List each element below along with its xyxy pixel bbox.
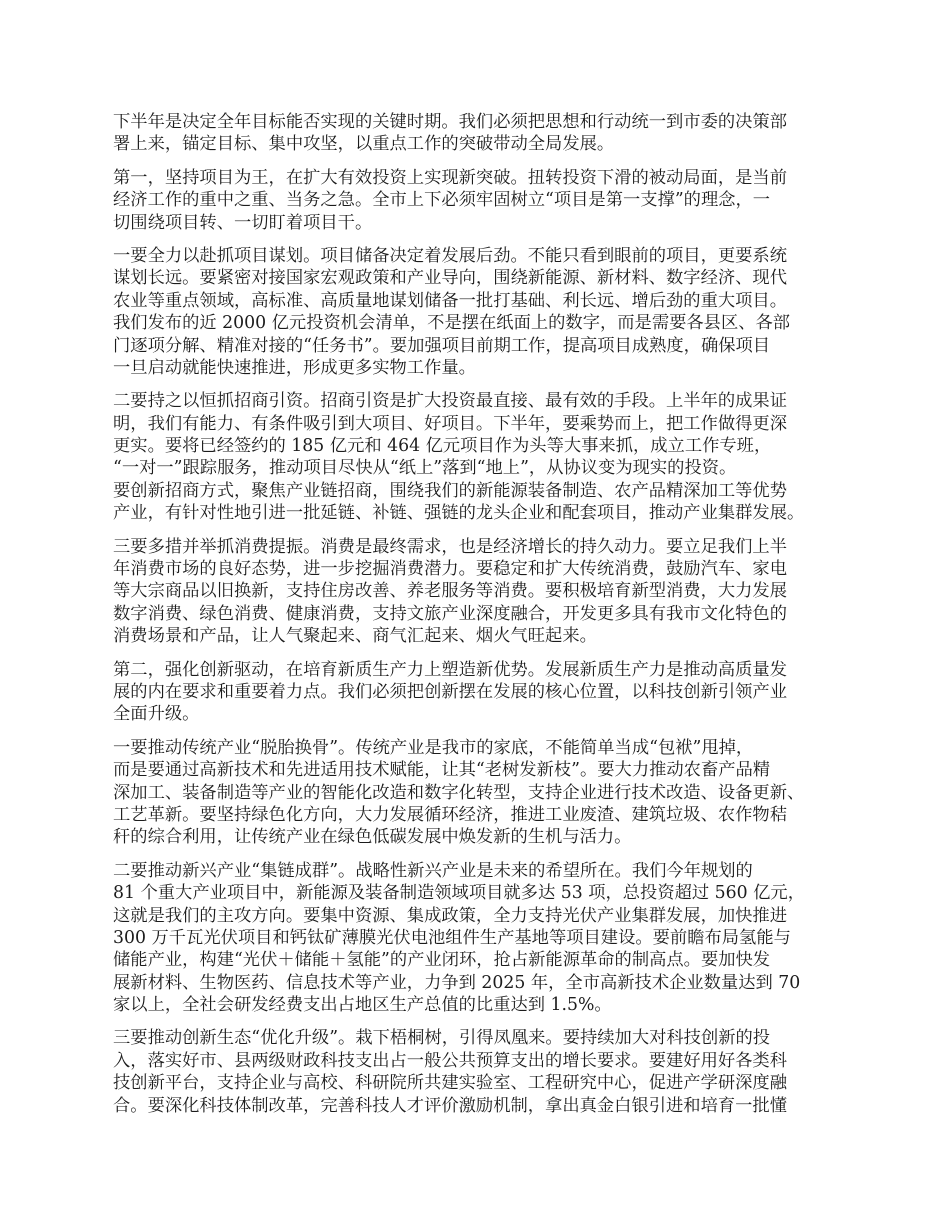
text-line: 这就是我们的主攻方向。要集中资源、集成政策，全力支持光伏产业集群发展，加快推进: [113, 905, 787, 926]
paragraph: [113, 659, 858, 726]
text-line: 三要推动创新生态“优化升级”。栽下梧桐树，引得凤凰来。要持续加大对科技创新的投: [113, 1028, 771, 1049]
text-line: 一旦启动就能快速推进，形成更多实物工作量。: [113, 357, 476, 378]
text-line: 展的内在要求和重要着力点。我们必须把创新摆在发展的核心位置，以科技创新引领产业: [113, 681, 787, 702]
text-line: 更实。要将已经签约的 185 亿元和 464 亿元项目作为头等大事来抓，成立工作专班，: [113, 436, 772, 457]
text-line: 署上来，锚定目标、集中攻坚，以重点工作的突破带动全局发展。: [113, 134, 615, 155]
text-line: 第二，强化创新驱动，在培育新质生产力上塑造新优势。发展新质生产力是推动高质量发: [113, 659, 787, 680]
text-line: 农业等重点领域，高标准、高质量地谋划储备一批打基础、利长远、增后劲的重大项目。: [113, 290, 787, 311]
paragraph: [113, 167, 858, 234]
text-line: 消费场景和产品，让人气聚起来、商气汇起来、烟火气旺起来。: [113, 626, 597, 647]
document-body: [113, 111, 858, 1128]
text-line: 切围绕项目转、一切盯着项目干。: [113, 212, 373, 233]
text-line: 储能产业，构建“光伏＋储能＋氢能”的产业闭环，抢占新能源革命的制高点。要加快发: [113, 950, 771, 971]
paragraph: [113, 1027, 858, 1117]
text-line: 二要推动新兴产业“集链成群”。战略性新兴产业是未来的希望所在。我们今年规划的: [113, 860, 753, 881]
text-line: 数字消费、绿色消费、健康消费，支持文旅产业深度融合，开发更多具有我市文化特色的: [113, 603, 787, 624]
text-line: 谋划长远。要紧密对接国家宏观政策和产业导向，围绕新能源、新材料、数字经济、现代: [113, 268, 787, 289]
paragraph: [113, 860, 858, 1017]
text-line: 产业，有针对性地引进一批延链、补链、强链的龙头企业和配套项目，推动产业集群发展。: [113, 503, 805, 524]
text-line: 门逐项分解、精准对接的“任务书”。要加强项目前期工作，提高项目成熟度，确保项目: [113, 335, 771, 356]
text-line: 一要推动传统产业“脱胎换骨”。传统产业是我市的家底，不能简单当成“包袱”甩掉，: [113, 737, 754, 758]
text-line: 等大宗商品以旧换新，支持住房改善、养老服务等消费。要积极培育新型消费，大力发展: [113, 581, 787, 602]
text-line: 要创新招商方式，聚焦产业链招商，围绕我们的新能源装备制造、农产品精深加工等优势: [113, 480, 787, 501]
text-line: 家以上，全社会研发经费支出占地区生产总值的比重达到 1.5%。: [113, 995, 612, 1016]
text-line: 技创新平台，支持企业与高校、科研院所共建实验室、工程研究中心，促进产学研深度融: [113, 1073, 787, 1094]
text-line: 第一，坚持项目为王，在扩大有效投资上实现新突破。扭转投资下滑的被动局面，是当前: [113, 167, 787, 188]
text-line: 深加工、装备制造等产业的智能化改造和数字化转型，支持企业进行技术改造、设备更新、: [113, 782, 805, 803]
text-line: 我们发布的近 2000 亿元投资机会清单，不是摆在纸面上的数字，而是需要各县区、各部: [113, 313, 791, 334]
text-line: 展新材料、生物医药、信息技术等产业，力争到 2025 年，全市高新技术企业数量达到 70: [113, 972, 801, 993]
text-line: 合。要深化科技体制改革，完善科技人才评价激励机制，拿出真金白银引进和培育一批懂: [113, 1095, 787, 1116]
paragraph: [113, 737, 858, 849]
text-line: 二要持之以恒抓招商引资。招商引资是扩大投资最直接、最有效的手段。上半年的成果证: [113, 391, 787, 412]
text-line: 入，落实好市、县两级财政科技支出占一般公共预算支出的增长要求。要建好用好各类科: [113, 1050, 787, 1071]
text-line: 全面升级。: [113, 704, 200, 725]
text-line: 明，我们有能力、有条件吸引到大项目、好项目。下半年，要乘势而上，把工作做得更深: [113, 413, 787, 434]
paragraph: [113, 245, 858, 379]
text-line: 而是要通过高新技术和先进适用技术赋能，让其“老树发新枝”。要大力推动农畜产品精: [113, 760, 771, 781]
text-line: 一要全力以赴抓项目谋划。项目储备决定着发展后劲。不能只看到眼前的项目，更要系统: [113, 245, 787, 266]
paragraph: [113, 536, 858, 648]
text-line: “一对一”跟踪服务，推动项目尽快从“纸上”落到“地上”，从协议变为现实的投资。: [113, 458, 737, 479]
text-line: 81 个重大产业项目中，新能源及装备制造领域项目就多达 53 项，总投资超过 560 亿元，: [113, 883, 805, 904]
text-line: 年消费市场的良好态势，进一步挖掘消费潜力。要稳定和扩大传统消费，鼓励汽车、家电: [113, 559, 787, 580]
text-line: 工艺革新。要坚持绿色化方向，大力发展循环经济，推进工业废渣、建筑垃圾、农作物秸: [113, 804, 787, 825]
text-line: 经济工作的重中之重、当务之急。全市上下必须牢固树立“项目是第一支撑”的理念，一: [113, 190, 771, 211]
text-line: 三要多措并举抓消费提振。消费是最终需求，也是经济增长的持久动力。要立足我们上半: [113, 536, 787, 557]
text-line: 秆的综合利用，让传统产业在绿色低碳发展中焕发新的生机与活力。: [113, 827, 632, 848]
text-line: 300 万千瓦光伏项目和钙钛矿薄膜光伏电池组件生产基地等项目建设。要前瞻布局氢能与: [113, 927, 791, 948]
paragraph: [113, 111, 858, 156]
text-line: 下半年是决定全年目标能否实现的关键时期。我们必须把思想和行动统一到市委的决策部: [113, 112, 787, 132]
paragraph: [113, 390, 858, 524]
